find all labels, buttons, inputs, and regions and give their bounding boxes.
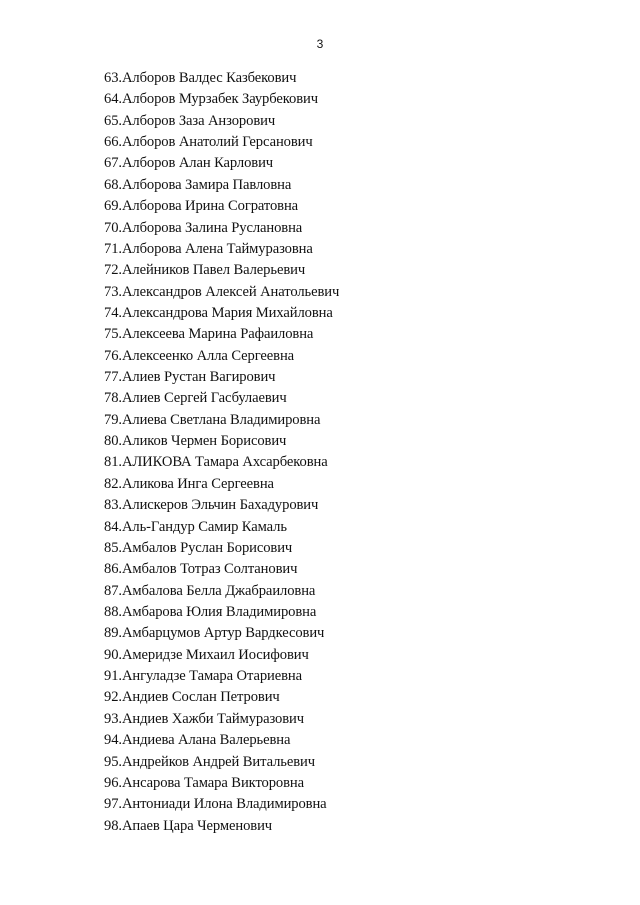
list-item: 98.Апаев Цара Черменович [104, 817, 273, 834]
list-item: 75.Алексеева Марина Рафаиловна [104, 326, 314, 343]
list-item: 86.Амбалов Тотраз Солтанович [104, 561, 298, 578]
list-item: 91.Ангуладзе Тамара Отариевна [104, 668, 302, 685]
list-item: 95.Андрейков Андрей Витальевич [104, 753, 315, 770]
list-item: 79.Алиева Светлана Владимировна [104, 411, 321, 428]
list-item: 93.Андиев Хажби Таймуразович [104, 710, 304, 727]
list-item: 76.Алексеенко Алла Сергеевна [104, 347, 295, 364]
list-item: 85.Амбалов Руслан Борисович [104, 539, 293, 556]
list-item: 87.Амбалова Белла Джабраиловна [104, 582, 316, 599]
name-list [104, 68, 339, 837]
list-item: 73.Александров Алексей Анатольевич [104, 283, 340, 300]
list-item: 71.Алборова Алена Таймуразовна [104, 240, 313, 257]
list-item: 68.Алборова Замира Павловна [104, 176, 292, 193]
list-item: 70.Алборова Залина Руслановна [104, 219, 303, 236]
list-item: 94.Андиева Алана Валерьевна [104, 732, 291, 749]
list-item: 78.Алиев Сергей Гасбулаевич [104, 390, 287, 407]
list-item: 64.Алборов Мурзабек Заурбекович [104, 91, 318, 108]
list-item: 84.Аль-Гандур Самир Камаль [104, 518, 287, 535]
list-item: 63.Алборов Валдес Казбекович [104, 70, 297, 86]
list-item: 65.Алборов Заза Анзорович [104, 112, 276, 129]
page-number: 3 [316, 37, 324, 51]
list-item: 97.Антониади Илона Владимировна [104, 796, 327, 813]
list-item: 69.Алборова Ирина Согратовна [104, 198, 299, 215]
list-item: 81.АЛИКОВА Тамара Ахсарбековна [104, 454, 328, 471]
list-item: 82.Аликова Инга Сергеевна [104, 475, 274, 492]
list-item: 92.Андиев Сослан Петрович [104, 689, 280, 706]
list-item: 74.Александрова Мария Михайловна [104, 304, 333, 321]
list-item: 66.Алборов Анатолий Герсанович [104, 134, 313, 151]
list-item: 83.Алискеров Эльчин Бахадурович [104, 497, 319, 514]
list-item: 96.Ансарова Тамара Викторовна [104, 774, 305, 791]
list-item: 89.Амбарцумов Артур Вардкесович [104, 625, 325, 642]
list-item: 67.Алборов Алан Карлович [104, 155, 274, 172]
list-item: 77.Алиев Рустан Вагирович [104, 369, 276, 386]
list-item: 90.Америдзе Михаил Иосифович [104, 646, 309, 663]
list-item: 80.Аликов Чермен Борисович [104, 433, 287, 450]
list-item: 72.Алейников Павел Валерьевич [104, 262, 306, 279]
list-item: 88.Амбарова Юлия Владимировна [104, 603, 317, 620]
